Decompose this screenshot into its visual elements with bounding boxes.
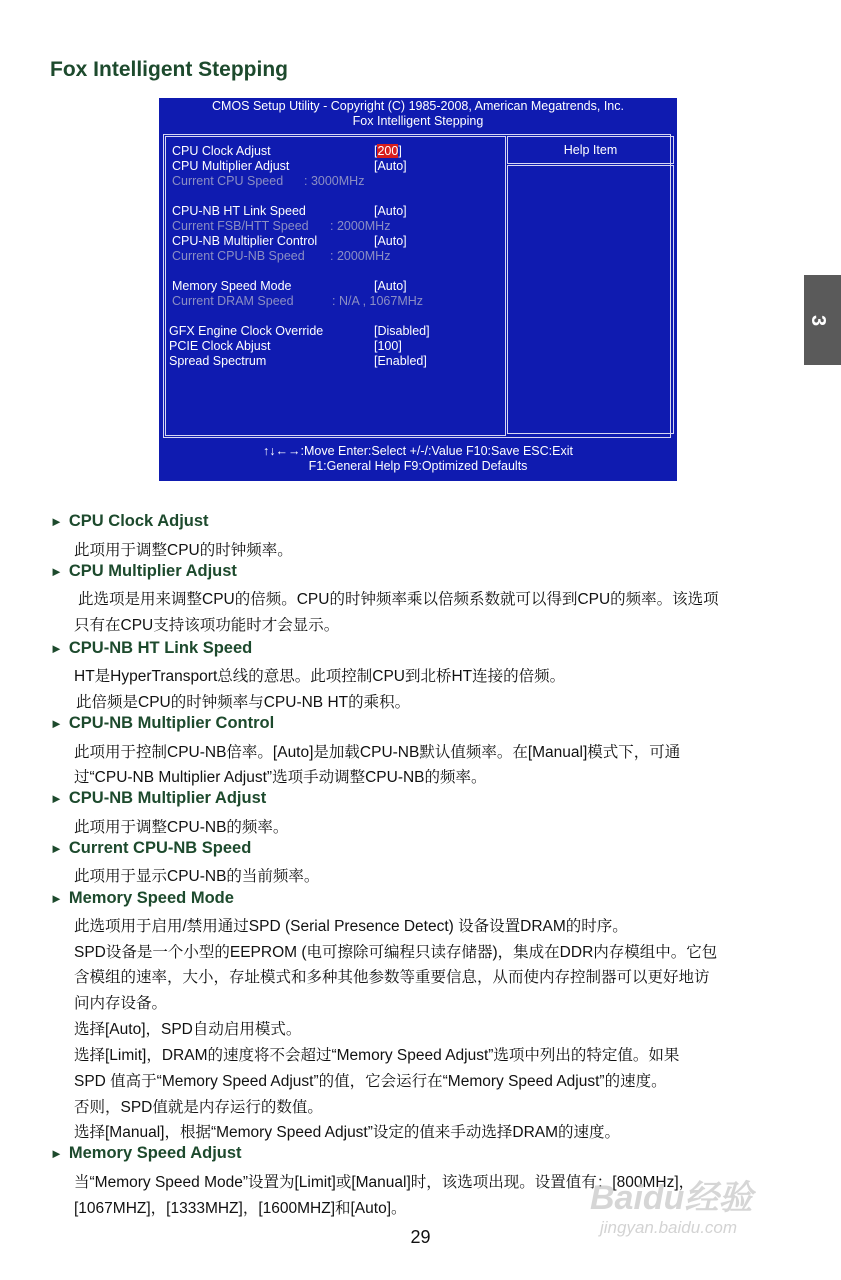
item-desc-line: 问内存设备。 [74, 995, 168, 1012]
item-desc-line: 此项用于调整CPU-NB的频率。 [74, 819, 289, 836]
bios-row-label: CPU-NB HT Link Speed [172, 204, 306, 218]
bios-row-label: Spread Spectrum [169, 354, 267, 368]
item-title: Current CPU-NB Speed [68, 839, 252, 857]
page-title: Fox Intelligent Stepping [50, 58, 288, 81]
triangle-bullet-icon: ► [50, 514, 63, 529]
baidu-watermark-logo: Baidu经验 [590, 1179, 753, 1217]
bios-row-value: [Enabled] [374, 354, 427, 368]
bios-row-value: [200] [374, 144, 402, 158]
bios-row-value: [Auto] [374, 279, 407, 293]
item-desc-line: 此项用于显示CPU-NB的当前频率。 [74, 868, 320, 885]
bios-row-value: : 2000MHz [330, 249, 391, 263]
bios-settings-panel [165, 136, 506, 436]
triangle-bullet-icon: ► [50, 641, 63, 656]
item-title: CPU-NB HT Link Speed [68, 639, 253, 657]
triangle-bullet-icon: ► [50, 791, 63, 806]
item-title: CPU-NB Multiplier Control [68, 714, 275, 732]
item-desc-line: 此倍频是CPU的时钟频率与CPU-NB HT的乘积。 [76, 694, 411, 711]
bios-row-value: [Auto] [374, 159, 407, 173]
triangle-bullet-icon: ► [50, 841, 63, 856]
bios-row-label: PCIE Clock Abjust [169, 339, 271, 353]
bios-page-name: Fox Intelligent Stepping [352, 114, 484, 128]
item-heading [50, 562, 237, 581]
item-title: CPU Clock Adjust [68, 512, 209, 530]
item-heading [50, 889, 234, 908]
item-heading [50, 839, 251, 858]
chapter-number: 3 [807, 314, 830, 327]
bios-frame [163, 134, 671, 438]
bios-row-label: Current CPU Speed [172, 174, 284, 188]
item-title: CPU Multiplier Adjust [68, 562, 237, 580]
bios-row-label: GFX Engine Clock Override [169, 324, 324, 338]
item-title: CPU-NB Multiplier Adjust [68, 789, 267, 807]
bios-row-label: Current DRAM Speed [172, 294, 294, 308]
chapter-tab [804, 275, 841, 365]
bios-row-label: CPU Clock Adjust [172, 144, 271, 158]
item-heading [50, 1144, 242, 1163]
bios-row-label: Current FSB/HTT Speed [172, 219, 309, 233]
help-item-title: Help Item [507, 136, 674, 164]
triangle-bullet-icon: ► [50, 891, 63, 906]
item-heading [50, 789, 266, 808]
bios-row-value: [Auto] [374, 204, 407, 218]
bios-row-value: : N/A , 1067MHz [332, 294, 424, 308]
item-title: Memory Speed Mode [68, 889, 234, 907]
triangle-bullet-icon: ► [50, 564, 63, 579]
item-desc-line: 选择[Limit]，DRAM的速度将不会超过“Memory Speed Adjust”选项中列出的特定值。如果 [74, 1047, 680, 1064]
bios-header [159, 98, 677, 129]
item-desc-line: 当“Memory Speed Mode”设置为[Limit]或[Manual]时，该选项出现。设置值有：[800MHz]， [74, 1174, 695, 1191]
item-heading [50, 714, 274, 733]
item-desc-line: 选择[Auto]，SPD自动启用模式。 [74, 1021, 302, 1038]
bios-copyright: CMOS Setup Utility - Copyright (C) 1985-2008, American Megatrends, Inc. [212, 99, 624, 113]
item-heading [50, 512, 209, 531]
help-item-body [507, 165, 674, 434]
bios-row-label: CPU Multiplier Adjust [172, 159, 290, 173]
bios-row-label: Memory Speed Mode [172, 279, 292, 293]
item-desc-line: 否则，SPD值就是内存运行的数值。 [74, 1099, 323, 1116]
item-desc-line: 此选项是用来调整CPU的倍频。CPU的时钟频率乘以倍频系数就可以得到CPU的频率。该选项 [78, 591, 719, 608]
item-desc-line: 选择[Manual]，根据“Memory Speed Adjust”设定的值来手动选择DRAM的速度。 [74, 1124, 621, 1141]
item-desc-line: [1067MHZ]，[1333MHZ]，[1600MHZ]和[Auto]。 [74, 1200, 407, 1217]
baidu-watermark-url: jingyan.baidu.com [600, 1218, 738, 1237]
item-desc-line: 只有在CPU支持该项功能时才会显示。 [74, 617, 340, 634]
bios-row-value: : 2000MHz [330, 219, 391, 233]
item-desc-line: HT是HyperTransport总线的意思。此项控制CPU到北桥HT连接的倍频。 [74, 668, 566, 685]
item-desc-line: 此项用于调整CPU的时钟频率。 [74, 542, 293, 559]
item-heading [50, 639, 252, 658]
bios-row-label: CPU-NB Multiplier Control [172, 234, 318, 248]
bios-row-value: : 3000MHz [304, 174, 365, 188]
triangle-bullet-icon: ► [50, 716, 63, 731]
bios-row-value: [Disabled] [374, 324, 430, 338]
item-desc-line: 含模组的速率，大小，存址模式和多种其他参数等重要信息，从而使内存控制器可以更好地访 [74, 969, 710, 986]
item-desc-line: SPD设备是一个小型的EEPROM (电可擦除可编程只读存储器)，集成在DDR内存模组中。它包 [74, 944, 718, 961]
item-title: Memory Speed Adjust [68, 1144, 242, 1162]
bios-row-value: [100] [374, 339, 402, 353]
bios-row-label: Current CPU-NB Speed [172, 249, 305, 263]
bios-key-hints: ↑↓←→:Move Enter:Select +/-/:Value F10:Save ESC:Exit [263, 444, 573, 458]
bios-help-panel [507, 136, 674, 434]
triangle-bullet-icon: ► [50, 1146, 63, 1161]
item-desc-line: 此选项用于启用/禁用通过SPD (Serial Presence Detect) 设备设置DRAM的时序。 [74, 918, 628, 935]
bios-selected-value[interactable]: 200 [377, 144, 399, 158]
item-desc-line: 此项用于控制CPU-NB倍率。[Auto]是加载CPU-NB默认值频率。在[Manual]模式下，可通 [74, 744, 681, 761]
bios-row-value: [Auto] [374, 234, 407, 248]
bios-key-hints-2: F1:General Help F9:Optimized Defaults [308, 459, 528, 473]
item-desc-line: 过“CPU-NB Multiplier Adjust”选项手动调整CPU-NB的频率。 [74, 769, 487, 786]
bios-setup-screenshot [159, 98, 677, 481]
item-desc-line: SPD 值高于“Memory Speed Adjust”的值，它会运行在“Memory Speed Adjust”的速度。 [74, 1073, 667, 1090]
page-number: 29 [410, 1227, 431, 1247]
